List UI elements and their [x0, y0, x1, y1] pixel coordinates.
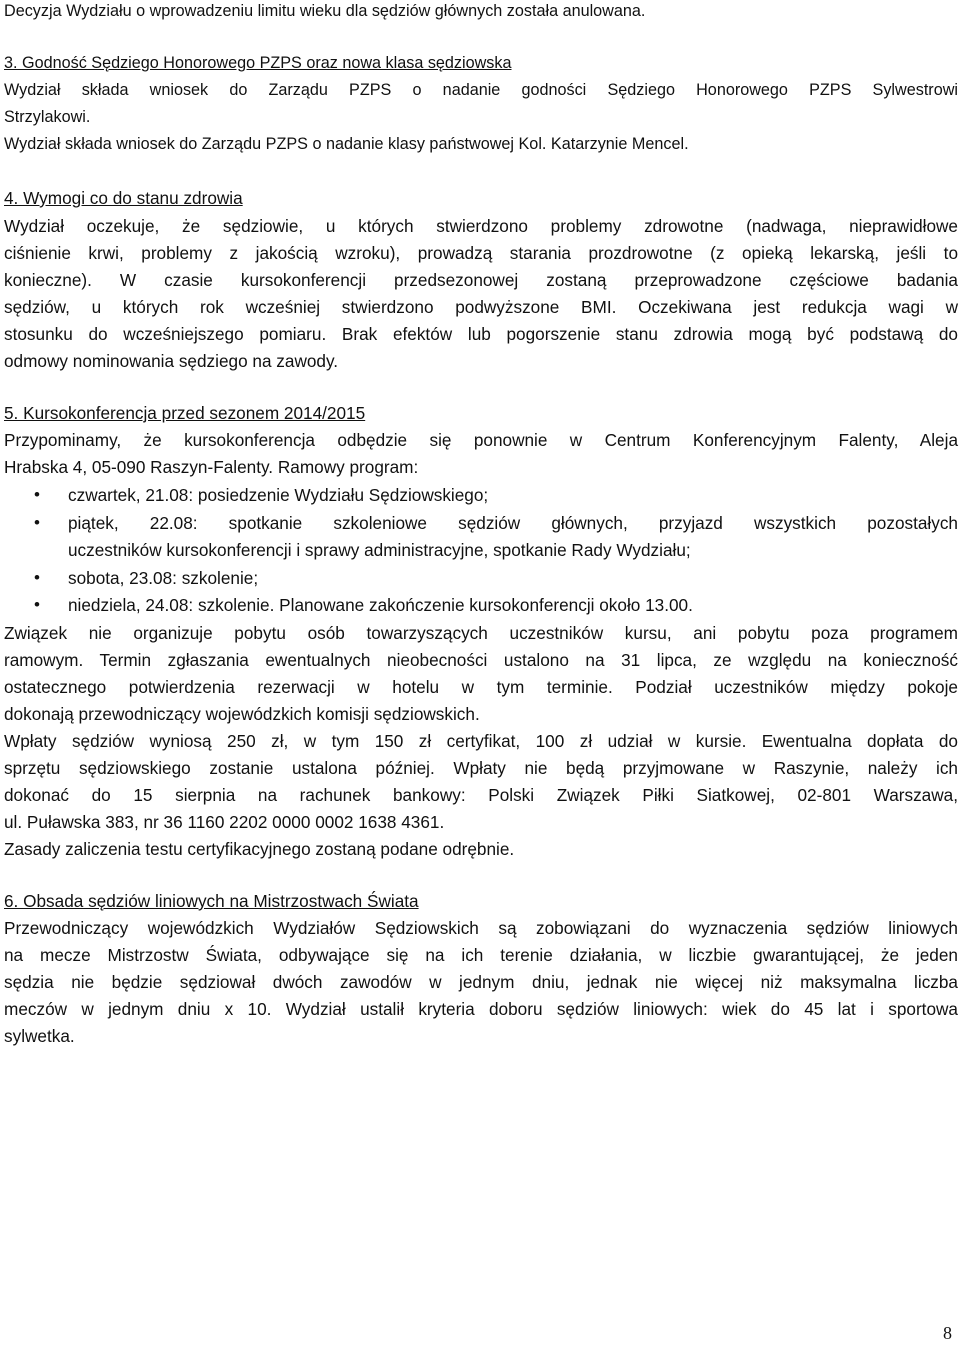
section-6-line: na mecze Mistrzostw Świata, odbywające się na ich terenie działania, w liczbie gwarantującej, że jeden [4, 945, 958, 965]
section-3-line: Wydział składa wniosek do Zarządu PZPS o nadanie godności Sędziego Honorowego PZPS Sylwestrowi [4, 81, 958, 99]
section-4-line: ciśnienie krwi, problemy z jakością wzroku), prowadzą starania prozdrowotne (z opieką lekarską, jeśli to [4, 243, 958, 263]
section-6-line: Przewodniczący wojewódzkich Wydziałów Sędziowskich są zobowiązani do wyznaczenia sędziów liniowych [4, 918, 958, 938]
section-6-line: sędzia nie będzie sędziował dwóch zawodów w jednym dniu, jednak nie więcej niż maksymalna liczba [4, 972, 958, 992]
bullet-icon: • [34, 595, 40, 614]
section-5-line: ostatecznego potwierdzenia rezerwacji w hotelu w tym terminie. Podział uczestników między pokoje [4, 677, 958, 697]
section-4-heading: 4. Wymogi co do stanu zdrowia [4, 188, 243, 208]
section-4-line: Wydział oczekuje, że sędziowie, u których stwierdzono problemy zdrowotne (nadwaga, nieprawidłowe [4, 216, 958, 236]
bullet-icon: • [34, 485, 40, 504]
section-4-line: konieczne). W czasie kursokonferencji przedsezonowej zostaną przeprowadzone częściowe badania [4, 270, 958, 290]
program-list-item: sobota, 23.08: szkolenie; [68, 568, 259, 588]
section-5-line: dokonać do 15 sierpnia na rachunek bankowy: Polski Związek Piłki Siatkowej, 02-801 Warszawa, [4, 785, 958, 805]
program-list-item: niedziela, 24.08: szkolenie. Planowane zakończenie kursokonferencji około 13.00. [68, 595, 693, 615]
section-5-line: Zasady zaliczenia testu certyfikacyjnego zostaną podane odrębnie. [4, 839, 515, 859]
section-5-intro-line: Hrabska 4, 05-090 Raszyn-Falenty. Ramowy program: [4, 457, 419, 477]
section-5-heading: 5. Kursokonferencja przed sezonem 2014/2015 [4, 403, 366, 423]
section-5-line: Związek nie organizuje pobytu osób towarzyszących uczestników kursu, ani pobytu poza programem [4, 623, 958, 643]
section-4-line: stosunku do wcześniejszego pomiaru. Brak efektów lub pogorszenie stanu zdrowia mogą być podstawą do [4, 324, 958, 344]
program-list-item-continuation: uczestników kursokonferencji i sprawy administracyjne, spotkanie Rady Wydziału; [68, 540, 691, 560]
bullet-icon: • [34, 513, 40, 532]
program-list-item: piątek, 22.08: spotkanie szkoleniowe sędziów głównych, przyjazd wszystkich pozostałych [68, 513, 958, 533]
bullet-icon: • [34, 568, 40, 587]
section-4-line: odmowy nominowania sędziego na zawody. [4, 351, 339, 371]
section-5-line: ramowym. Termin zgłaszania ewentualnych nieobecności ustalono na 31 lipca, ze względu na konieczność [4, 650, 958, 670]
section-3-heading: 3. Godność Sędziego Honorowego PZPS oraz nowa klasa sędziowska [4, 54, 512, 72]
section-6-heading: 6. Obsada sędziów liniowych na Mistrzostwach Świata [4, 891, 419, 911]
section-5-line: sprzętu sędziowskiego zostanie ustalona później. Wpłaty nie będą przyjmowane w Raszynie, należy ich [4, 758, 958, 778]
section-6-line: meczów w jednym dniu x 10. Wydział ustalił kryteria doboru sędziów liniowych: wiek do 45 lat i sportowa [4, 999, 958, 1019]
section-4-line: sędziów, u których rok wcześniej stwierdzono podwyższone BMI. Oczekiwana jest redukcja wagi w [4, 297, 958, 317]
section-5-intro-line: Przypominamy, że kursokonferencja odbędzie się ponownie w Centrum Konferencyjnym Falenty, Aleja [4, 430, 958, 450]
section-3-line: Strzylakowi. [4, 108, 91, 126]
section-5-line: Wpłaty sędziów wyniosą 250 zł, w tym 150 zł certyfikat, 100 zł udział w kursie. Ewentualna dopłata do [4, 731, 958, 751]
section-5-line: dokonają przewodniczący wojewódzkich komisji sędziowskich. [4, 704, 480, 724]
opening-line: Decyzja Wydziału o wprowadzeniu limitu wieku dla sędziów głównych została anulowana. [4, 2, 646, 20]
section-5-line: ul. Puławska 383, nr 36 1160 2202 0000 0002 1638 4361. [4, 812, 445, 832]
section-6-line: sylwetka. [4, 1026, 75, 1046]
program-list-item: czwartek, 21.08: posiedzenie Wydziału Sędziowskiego; [68, 485, 489, 505]
section-3-line: Wydział składa wniosek do Zarządu PZPS o nadanie klasy państwowej Kol. Katarzynie Mencel. [4, 135, 689, 153]
page-number: 8 [943, 1323, 952, 1343]
